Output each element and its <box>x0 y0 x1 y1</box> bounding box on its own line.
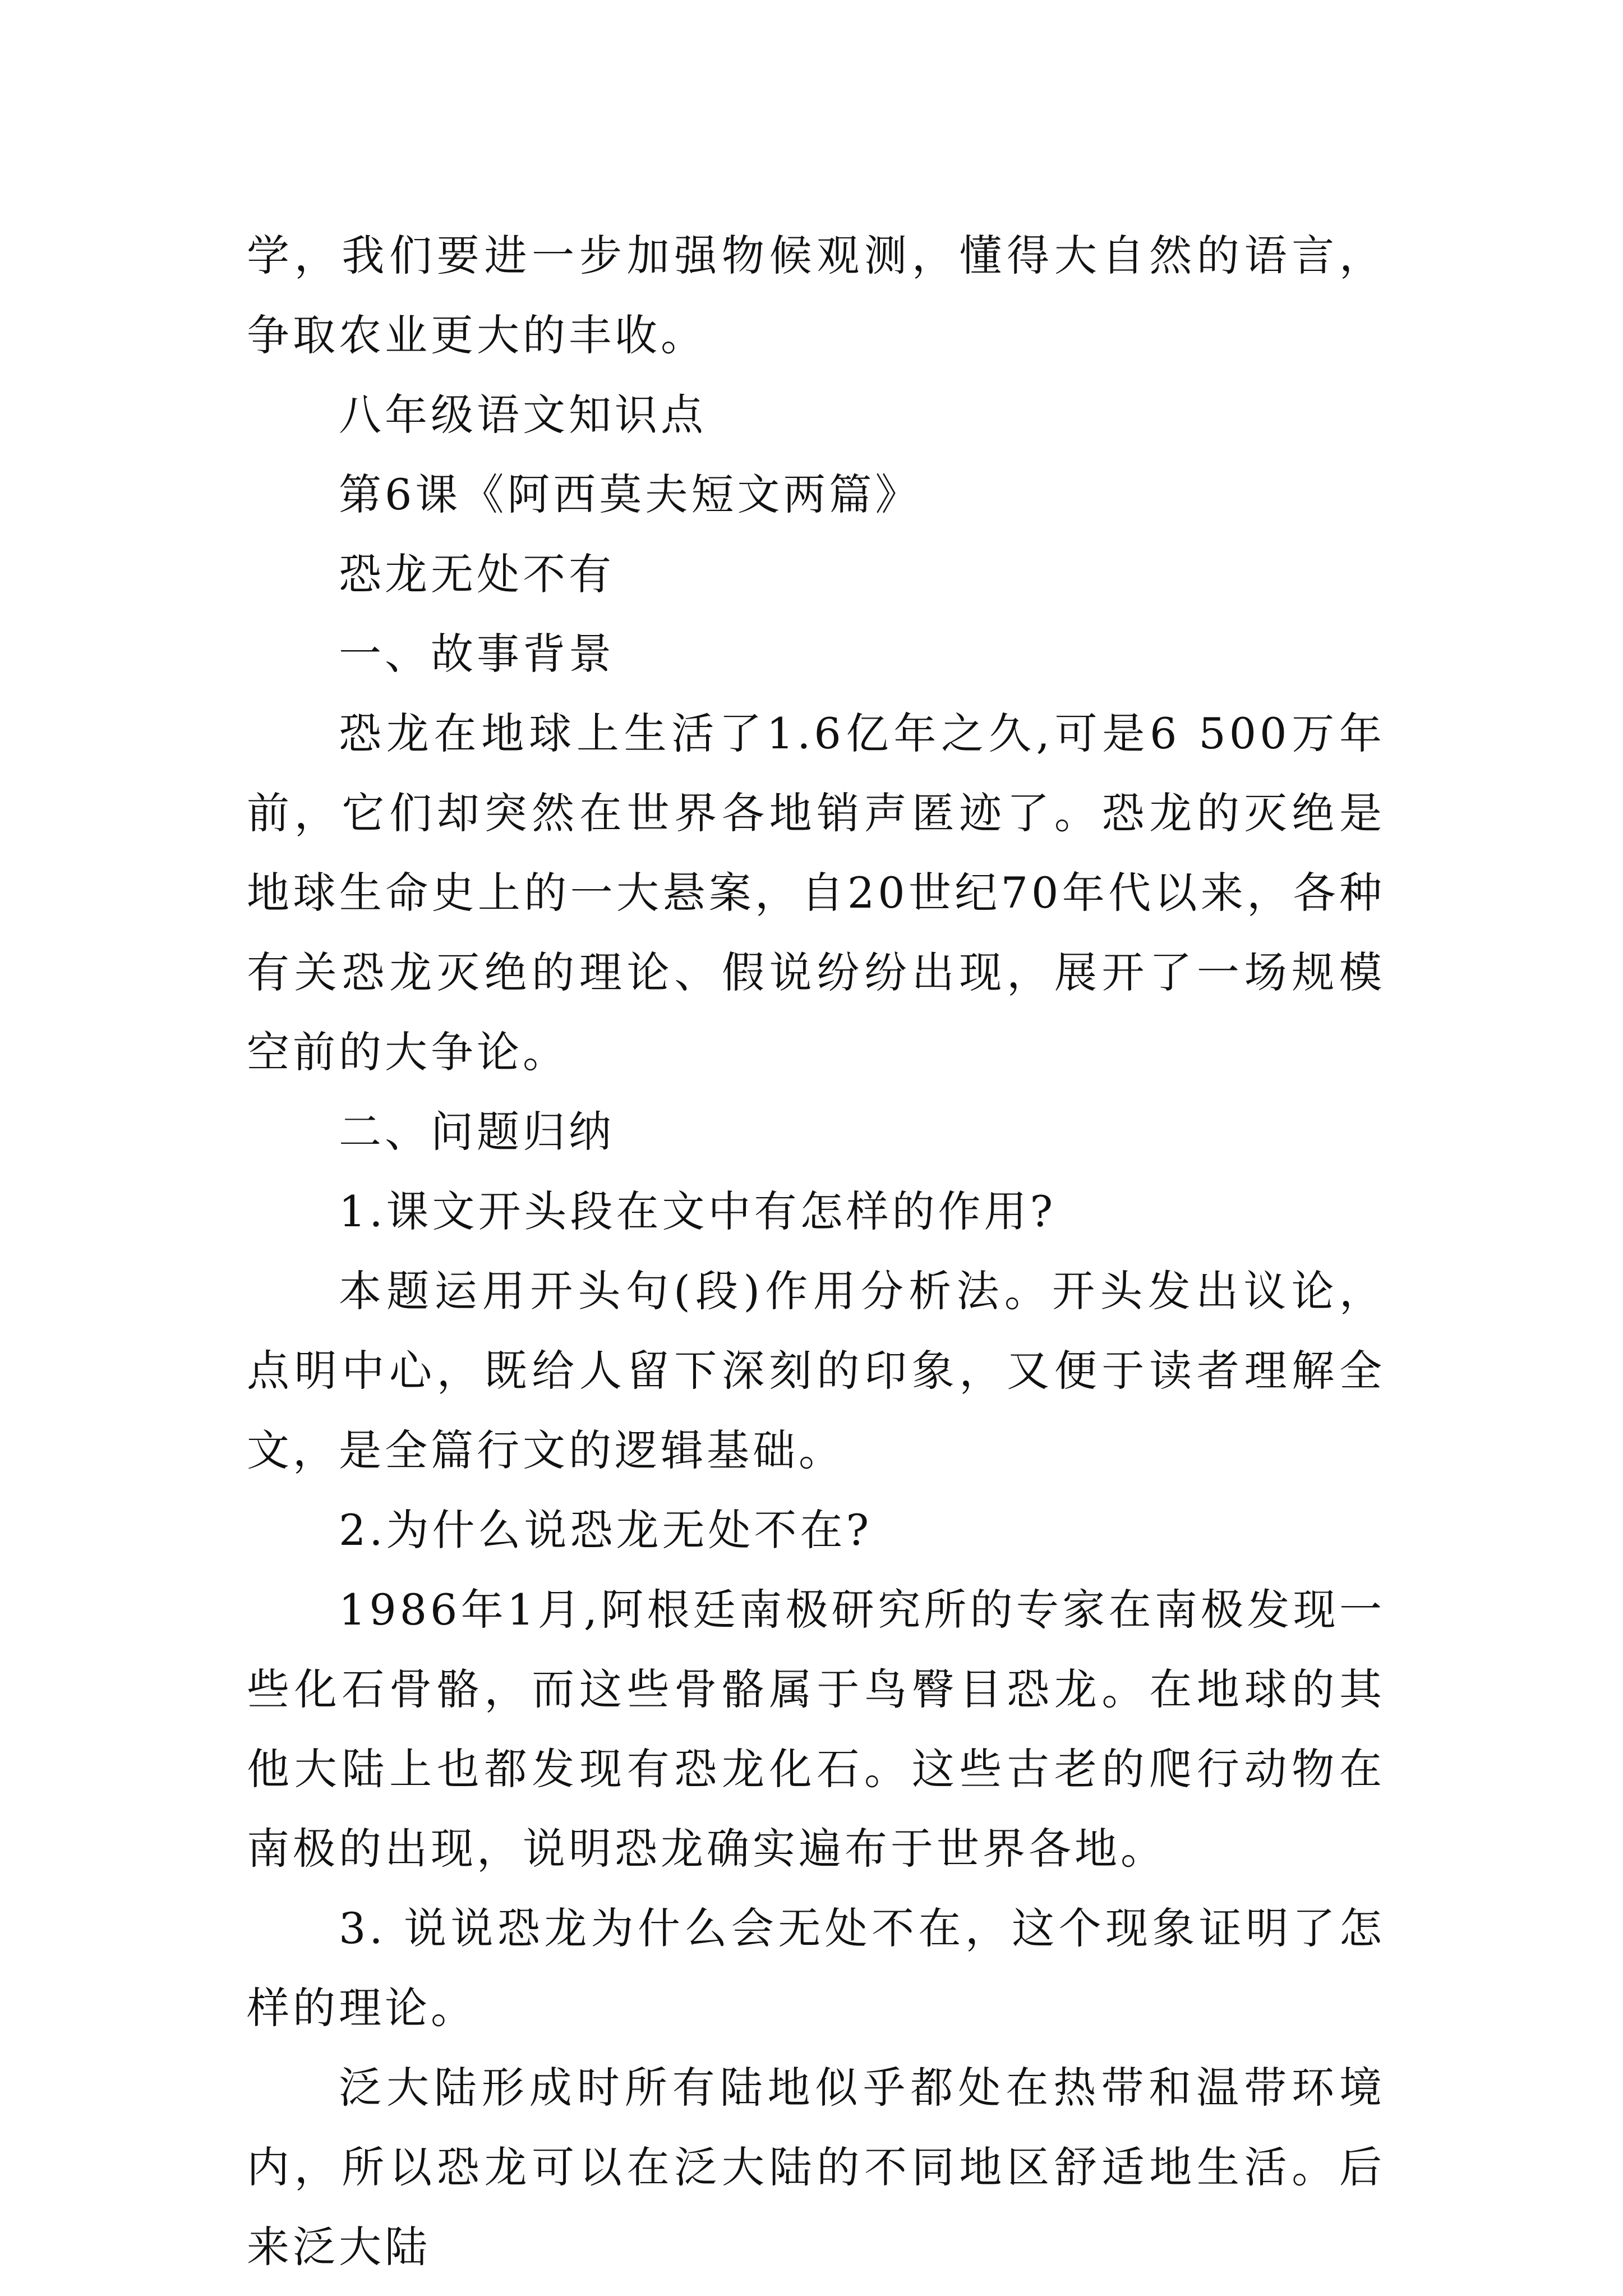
document-body <box>247 216 1385 2287</box>
answer-3: 泛大陆形成时所有陆地似乎都处在热带和温带环境内，所以恐龙可以在泛大陆的不同地区舒适地生活。后来泛大陆 <box>247 2063 1385 2272</box>
subheading-background: 一、故事背景 <box>339 629 615 679</box>
subheading-questions: 二、问题归纳 <box>339 1107 615 1157</box>
paragraph-continuation: 学，我们要进一步加强物候观测，懂得大自然的语言，争取农业更大的丰收。 <box>247 231 1385 360</box>
paragraph-background: 恐龙在地球上生活了1.6亿年之久,可是6 500万年前，它们却突然在世界各地销声匿迹了。恐龙的灭绝是地球生命史上的一大悬案，自20世纪70年代以来，各种有关恐龙灭绝的理论、假说纷纷出现，展开了一场规模空前的大争论。 <box>247 708 1385 1077</box>
section-heading: 八年级语文知识点 <box>339 390 707 440</box>
article-title: 恐龙无处不有 <box>339 549 615 599</box>
question-2: 2.为什么说恐龙无处不在? <box>339 1505 873 1555</box>
question-3: 3. 说说恐龙为什么会无处不在，这个现象证明了怎样的理论。 <box>247 1903 1385 2033</box>
answer-1: 本题运用开头句(段)作用分析法。开头发出议论，点明中心，既给人留下深刻的印象，又便于读者理解全文，是全篇行文的逻辑基础。 <box>247 1266 1385 1475</box>
answer-2: 1986年1月,阿根廷南极研究所的专家在南极发现一些化石骨骼，而这些骨骼属于鸟臀目恐龙。在地球的其他大陆上也都发现有恐龙化石。这些古老的爬行动物在南极的出现，说明恐龙确实遍布于世界各地。 <box>247 1585 1385 1874</box>
lesson-title: 第6课《阿西莫夫短文两篇》 <box>339 470 921 519</box>
question-1: 1.课文开头段在文中有怎样的作用? <box>339 1186 1057 1236</box>
